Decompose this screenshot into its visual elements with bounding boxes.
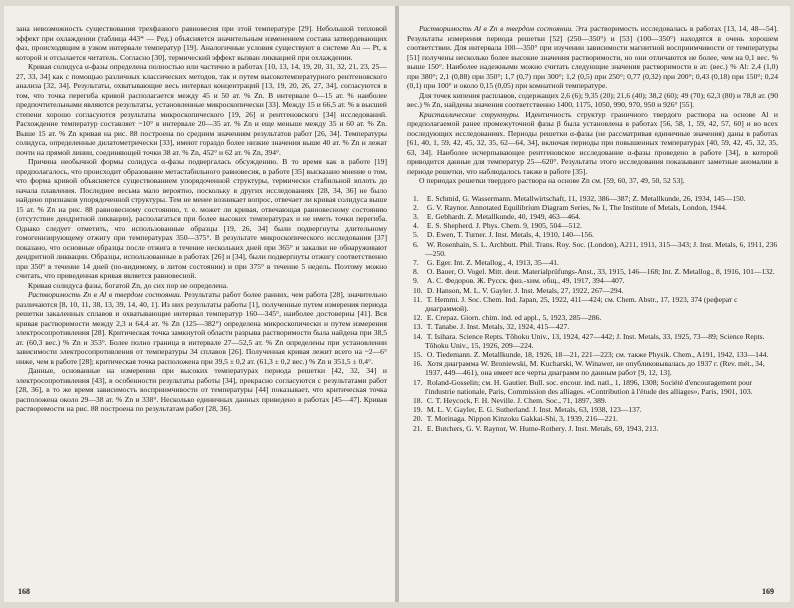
reference-item <box>407 221 778 230</box>
reference-item <box>407 212 778 221</box>
reference-number: 21. <box>413 423 423 433</box>
section-heading: Кристаллические структуры. <box>419 109 520 119</box>
reference-text: Хотя диаграмма W. Broniewski, M. Kucharski, W. Winawer, не опубликовывалась до 1937 г. (Rev. mét., 34, 1937, 449—461), она имеет все черты диаграмм по данным работ [9, 12, 13]. <box>425 359 765 378</box>
reference-text: T. Morinaga. Nippon Kinzoku Gakkai-Shi, 3, 1939, 216—221. <box>426 414 618 424</box>
reference-item <box>407 267 778 276</box>
paragraph-text: Идентичность структур граничного твердого раствора на основе Al и предполагаемой ранее промежуточной фазы β была установлена в работах [56, 58, 1, 59, 42, 57, 60] и во всех последующих исследованиях. Периоды решетки α-фазы (не рассматривая единичные значения) даны в работах [61, 40, 1, 59, 42, 45, 32, 35, 62—64, 34], включая периоды при повышенных температурах [40, 59, 42, 45, 32, 35, 63, 34]. Наиболее исчерпывающее рентгеновское исследование α-фазы проведено в работе [34], в которой приводится данные для температур 25—620°. Результаты этого исследования показывают заметные аномалии в периоде решетки, что наблюдалось также в работе [35]. <box>407 109 778 176</box>
reference-number: 3. <box>413 211 419 221</box>
reference-item <box>407 396 778 405</box>
reference-item <box>407 414 778 423</box>
reference-text: G. V. Raynor. Annotated Equilibrium Diagram Series, № 1, The Institute of Metals, London, 1944. <box>426 202 727 212</box>
reference-text: E. Butchers, G. V. Raynor, W. Hume-Rothery. J. Inst. Metals, 69, 1943, 213. <box>426 423 659 433</box>
reference-item <box>407 295 778 313</box>
reference-number: 11. <box>413 294 423 304</box>
reference-text: T. Tanabe. J. Inst. Metals, 32, 1924, 415—427. <box>426 322 570 332</box>
reference-item <box>407 424 778 433</box>
right-page-number: 169 <box>762 587 774 596</box>
reference-text: E. Schmid, G. Wassermann. Metallwirtschaft, 11, 1932, 386—387; Z. Metallkunde, 26, 1934, 145—150. <box>426 193 746 203</box>
reference-item <box>407 203 778 212</box>
paragraph-text: Кривая солидуса α-фазы определена полностью или частично в работах [10, 13, 14, 19, 20, 31, 32, 21, 23, 25—27, 33, 34] как с помощью различных классических методов, так и путем высокотемпературного рентгеновского анализа [32, 34]. Результаты, охватывающие весь интервал концентраций [13, 19, 20, 26, 27, 34], согласуются в том, что точка перегиба кривой располагается между 45 и 50 ат. % Zn. В интервале 0—15 ат. % наиболее предпочтительными являются результаты, установленные микроскопически [33]. Между 15 и 66,5 ат. % в высшей степени хорошо согласуются результаты микроскопического [19, 26] и рентгеновского [34] исследований. Расхождение температур составляет ~10° в интервале 20—35 ат. % Zn и еще меньше между 35 и 60 ат. % Zn. Выше 15 ат. % Zn кривая на рис. 88 построена по средним значениям результатов работ [26, 34]. Температуры солидуса, определенные дилатометрически [33], имеют гораздо более низкие значения выше 40 ат. % Zn и лежат почти на прямой линии, соединяющей точки 38 ат. % Zn, 452° и 62 ат. % Zn, 394°. <box>16 62 387 157</box>
reference-text: E. Gebhardt. Z. Metallkunde, 40, 1949, 463—464. <box>426 211 581 221</box>
reference-number: 13. <box>413 322 423 332</box>
paragraph-text: О периодах решетки твердого раствора на основе Zn см. [59, 60, 37, 49, 50, 52 53]. <box>419 176 685 185</box>
reference-text: T. Isihara. Science Repts. Tôhoku Univ., 13, 1924, 427—442; J. Inst. Metals, 33, 1925, 73—89; Science Repts. Tôhoku Univ., 15, 1926, 209—224. <box>425 331 765 350</box>
reference-number: 14. <box>413 331 423 341</box>
reference-text: D. Hanson, M. L. V. Gayler. J. Inst. Metals, 27, 1922, 267—294. <box>426 285 624 295</box>
left-page-body <box>16 24 387 414</box>
paragraph <box>16 281 387 291</box>
reference-number: 9. <box>413 276 419 286</box>
paragraph <box>16 24 387 62</box>
left-page <box>4 6 395 602</box>
reference-item <box>407 240 778 258</box>
reference-number: 6. <box>413 239 419 249</box>
paragraph <box>407 176 778 186</box>
paragraph-text: Данные, основанные на измерении при высоких температурах периода решетки [42, 32, 34] и электросопротивления [43], в особенности результаты работы [34], прекрасно согласуются с результатами работ [28, 36], в то же время зависимость восприимчивости от температуры [44] показывает, что критическая точка расположена около 29—38 ат. % Zn и 338°. Несколько единичных данных приведено в работах [45—47]. Кривая растворимости на рис. 88 построена по результатам работ [28, 36]. <box>16 366 387 413</box>
paragraph-text: Эта растворимость исследовалась в работах [13, 14, 48—54]. Результаты измерения периода решетки [52] (250—350°) и [53] (100—350°) находятся в очень хорошем соответствии. Для интервала 100—350° при изучении зависимости магнитной восприимчивости от температуры [51] получены несколько более высокие значения растворимости, но они отличаются не более, чем на 0,1 вес. % выше 150°. Наиболее надежными можно считать следующие значения растворимости в ат. (вес.) % Al: 2,4 (1,0) при 380°; 2,1 (0,88) при 350°; 1,7 (0,7) при 300°; 1,2 (0,5) при 250°; 0,77 (0,32) при 200°; 0,43 (0,18) при 150°; 0,24 (0,1) при 100° и около 0,15 (0,05) при комнатной температуре. <box>407 24 778 90</box>
reference-number: 18. <box>413 395 423 405</box>
reference-number: 4. <box>413 221 419 231</box>
right-page-body <box>407 24 778 186</box>
paragraph-text: зана невозможность существования трехфазного равновесия при этой температуре [29]. Небольшой тепловой эффект при охлаждении (таблица 443* — Ред.) объясняется значительным изменением состава затвердевающих фаз, происходящим в узком интервале температур [19]. Аналогичные условия существуют в системе Au — Pt, к которой и отсылается читатель. Согласно [30], термический эффект вызван ликвацией при охлаждении. <box>16 24 387 62</box>
left-page-number: 168 <box>18 587 30 596</box>
reference-item <box>407 276 778 285</box>
paragraph-text: Кривая солидуса фазы, богатой Zn, до сих пор не определена. <box>28 280 229 290</box>
reference-text: O. Tiedemann. Z. Metallkunde, 18, 1926, 18—21, 221—223; см. также Physik. Chem., A191, 1942, 133—144. <box>426 349 769 359</box>
reference-text: E. S. Shepherd. J. Phys. Chem. 9, 1905, 504—512. <box>426 221 582 231</box>
reference-item <box>407 322 778 331</box>
reference-number: 17. <box>413 377 423 387</box>
reference-text: C. T. Heycock, F. H. Neville. J. Chem. Soc., 71, 1897, 389. <box>426 395 607 405</box>
reference-number: 1. <box>413 193 419 203</box>
reference-number: 15. <box>413 349 423 359</box>
reference-number: 7. <box>413 257 419 267</box>
reference-item <box>407 378 778 396</box>
paragraph-text: Для точек кипения расплавов, содержащих 2,6 (6); 9,35 (20); 21,6 (40); 38,2 (60); 49 (70); 62,3 (80) и 78,8 ат. (90 вес.) % Zn, найдены значения соответственно 1400, 1175, 1050, 990, 970, 950 и 926° [55]. <box>407 90 778 109</box>
reference-number: 20. <box>413 414 423 424</box>
reference-number: 8. <box>413 267 419 277</box>
reference-number: 5. <box>413 230 419 240</box>
reference-item <box>407 194 778 203</box>
reference-text: O. Bauer, O. Vogel. Mitt. deut. Materialprüfungs-Anst., 33, 1915, 146—168; Int. Z. Metallog., 8, 1916, 101—132. <box>426 267 775 277</box>
right-page <box>399 6 790 602</box>
paragraph-text: Результаты работ более ранних, чем работа [28], значительно различаются [8, 10, 11, 38, 13, 39, 14, 40, 1]. Из них результаты работы [1], полученные путем измерения периода решетки закаленных сплавов и охватывающие интервал температур 160—345°, наиболее достоверны [41]. Вся кривая растворимости между 2,3 и 64,4 ат. % Zn (125—382°) определена микроскопически и путем измерения электросопротивления [28]. Критическая точка замкнутой области разрыва растворимости была найдена при 38,5 ат. (60,3 вес.) % Zn и 353°. Более полно граница в интервале 27—52,5 ат. % Zn определены при установлении зависимости электросопротивления от температуры 34 сплавов [26]. Полученная кривая лежит всего на ~2—6° ниже, чем в работе [28]; критическая точка расположена при 39,5 ± 0,2 ат. (61,3 ± 0,2 вес.) % Zn и 351,5 ± 0,4°. <box>16 290 388 366</box>
reference-text: D. Ewen, T. Turner. J. Inst. Metals, 4, 1910, 140—156. <box>426 230 594 240</box>
reference-text: E. Crepaz. Giorn. chim. ind. ed appl., 5, 1923, 285—286. <box>426 313 602 323</box>
paragraph <box>16 62 387 157</box>
paragraph <box>407 91 778 110</box>
paragraph <box>16 157 387 281</box>
reference-text: W. Rosenhain, S. L. Archbutt. Phil. Trans. Roy. Soc. (London), A211, 1911, 315—343; J. Inst. Metals, 6, 1911, 236—250. <box>425 239 778 258</box>
paragraph <box>16 366 387 414</box>
reference-number: 12. <box>413 313 423 323</box>
paragraph <box>407 24 778 91</box>
paragraph <box>16 290 387 366</box>
reference-item <box>407 332 778 350</box>
reference-item <box>407 359 778 377</box>
reference-text: T. Hemmi. J. Soc. Chem. Ind. Japan, 25, 1922, 411—424; см. Chem. Abstr., 17, 1923, 374 (реферат с диаграммой). <box>425 294 738 313</box>
reference-item <box>407 286 778 295</box>
reference-number: 19. <box>413 405 423 415</box>
reference-item <box>407 258 778 267</box>
paragraph-text: Причина необычной формы солидуса α-фазы подвергалась обсуждению. В то время как в работе [19] предполагалось, что происходит образование метастабильного равновесия, в работе [35] высказано мнение о том, что форма кривой объясняется существованием упорядоченной структуры, термически стабильной вплоть до начала плавления. Последнее весьма мало вероятно, поскольку в других исследованиях [28, 34, 36] не было найдено признаков упорядоченной структуры. Тем не менее возникает вопрос, отвечает ли кривая солидуса выше 15 ат. % Zn на рис. 88 равновесному состоянию, т. е. может ли кривая, отвечающая равновесному состоянию (отсутствие дендритной ликвации), располагаться при более высоких температурах и не иметь точки перегиба. Однако следует отметить, что использованные образцы [19, 26, 34] были подвергнуты длительному гомогенизирующему отжигу при температурах 350—375°. В результате микроскопического исследования [37] показано, что основные образцы после отжига в течение нескольких дней при 365° и закалки не обнаруживают дендритной ликвации. Образцы, использованные в работах [26] и [34], были подвергнуты отжигу соответственно при 350° в течение 14 дней (по-видимому, в литом состоянии) и при 375° в течение 5 недель. Поэтому можно считать, что приведенная кривая является равновесной. <box>16 157 387 280</box>
reference-text: А. С. Федоров. Ж. Русск. физ.-хим. общ., 49, 1917, 394—407. <box>426 276 625 286</box>
reference-number: 16. <box>413 359 423 369</box>
reference-text: M. L. V. Gayler, E. G. Sutherland. J. Inst. Metals, 63, 1938, 123—137. <box>426 405 642 415</box>
reference-list <box>407 194 778 433</box>
reference-item <box>407 230 778 239</box>
section-heading: Растворимость Zn в Al в твердом состоянии. <box>28 290 182 299</box>
paragraph <box>407 110 778 177</box>
reference-item <box>407 350 778 359</box>
section-heading: Растворимость Al в Zn в твердом состоянии. <box>419 24 574 33</box>
reference-number: 2. <box>413 202 419 212</box>
reference-item <box>407 405 778 414</box>
reference-text: Roland-Gosselin; см. H. Gautier. Bull. soc. encour. ind. natl., 1, 1896, 1308; Société d'encouragement pour l'industrie nationale, Paris, Commission des alliages. «Contribution à l'étude des alliages», Paris, 1901, 103. <box>425 377 753 396</box>
reference-item <box>407 313 778 322</box>
reference-text: G. Eger. Int. Z. Metallog., 4, 1913, 35—41. <box>426 257 559 267</box>
reference-number: 10. <box>413 285 423 295</box>
